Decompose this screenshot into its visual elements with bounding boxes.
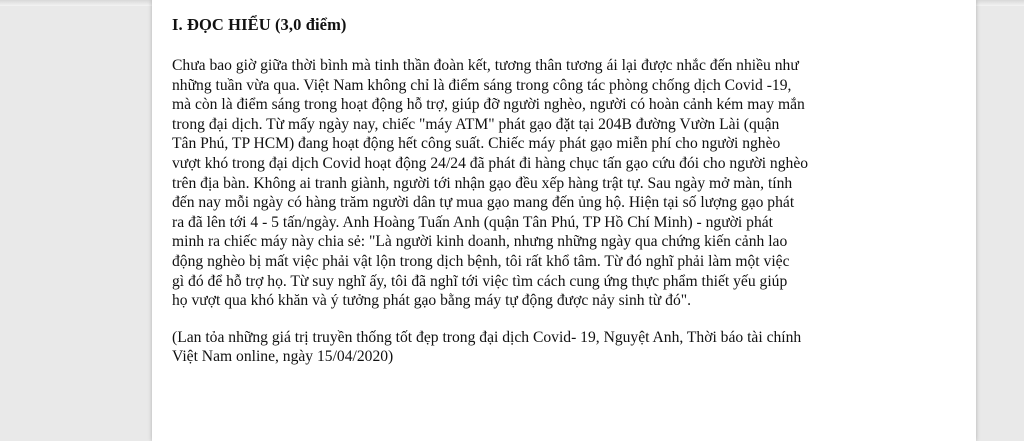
section-heading: I. ĐỌC HIỂU (3,0 điểm) <box>172 15 347 34</box>
passage-line: Tân Phú, TP HCM) đang hoạt động hết công suất. Chiếc máy phát gạo miễn phí cho người nghèo <box>172 135 781 153</box>
citation-line: (Lan tỏa những giá trị truyền thống tốt đẹp trong đại dịch Covid- 19, Nguyệt Anh, Thời báo tài chính <box>172 328 802 346</box>
passage-line: đến nay mỗi ngày có hàng trăm người dân tự mua gạo mang đến ủng hộ. Hiện tại số lượng gạo phát <box>172 194 795 212</box>
reading-passage <box>172 56 942 311</box>
passage-line: Chưa bao giờ giữa thời bình mà tinh thần đoàn kết, tương thân tương ái lại được nhắc đến nhiều như <box>172 57 799 74</box>
passage-line: minh ra chiếc máy này chia sẻ: "Là người kinh doanh, nhưng những ngày qua chứng kiến cảnh lao <box>172 233 788 251</box>
passage-line: trong đại dịch. Từ mấy ngày nay, chiếc "máy ATM" phát gạo đặt tại 204B đường Vườn Lài (quận <box>172 115 780 133</box>
passage-line: ra đã lên tới 4 - 5 tấn/ngày. Anh Hoàng Tuấn Anh (quận Tân Phú, TP Hồ Chí Minh) - người phát <box>172 213 774 231</box>
passage-line: trên địa bàn. Không ai tranh giành, người tới nhận gạo đều xếp hàng trật tự. Sau ngày mở màn, tính <box>172 174 793 192</box>
citation-line: Việt Nam online, ngày 15/04/2020) <box>172 348 394 366</box>
passage-line: họ vượt qua khó khăn và ý tưởng phát gạo bằng máy tự động được nảy sinh từ đó". <box>172 292 692 310</box>
passage-line: gì đó để hỗ trợ họ. Từ suy nghĩ ấy, tôi đã nghĩ tới việc tìm cách cung ứng thực phẩm thiết yếu giúp <box>172 272 788 290</box>
passage-line: những tuần vừa qua. Việt Nam không chỉ là điểm sáng trong công tác phòng chống dịch Covid -19, <box>172 76 792 94</box>
document-page <box>152 0 976 441</box>
passage-line: động nghèo bị mất việc phải vật lộn trong dịch bệnh, tôi rất khổ tâm. Từ đó nghĩ phải làm một việc <box>172 252 790 270</box>
passage-line: mà còn là điểm sáng trong hoạt động hỗ trợ, giúp đỡ người nghèo, người có hoàn cảnh kém may mắn <box>172 96 805 114</box>
document-body <box>172 14 952 367</box>
passage-line: vượt khó trong đại dịch Covid hoạt động 24/24 đã phát đi hàng chục tấn gạo cứu đói cho người nghèo <box>172 154 809 172</box>
source-citation <box>172 328 942 367</box>
